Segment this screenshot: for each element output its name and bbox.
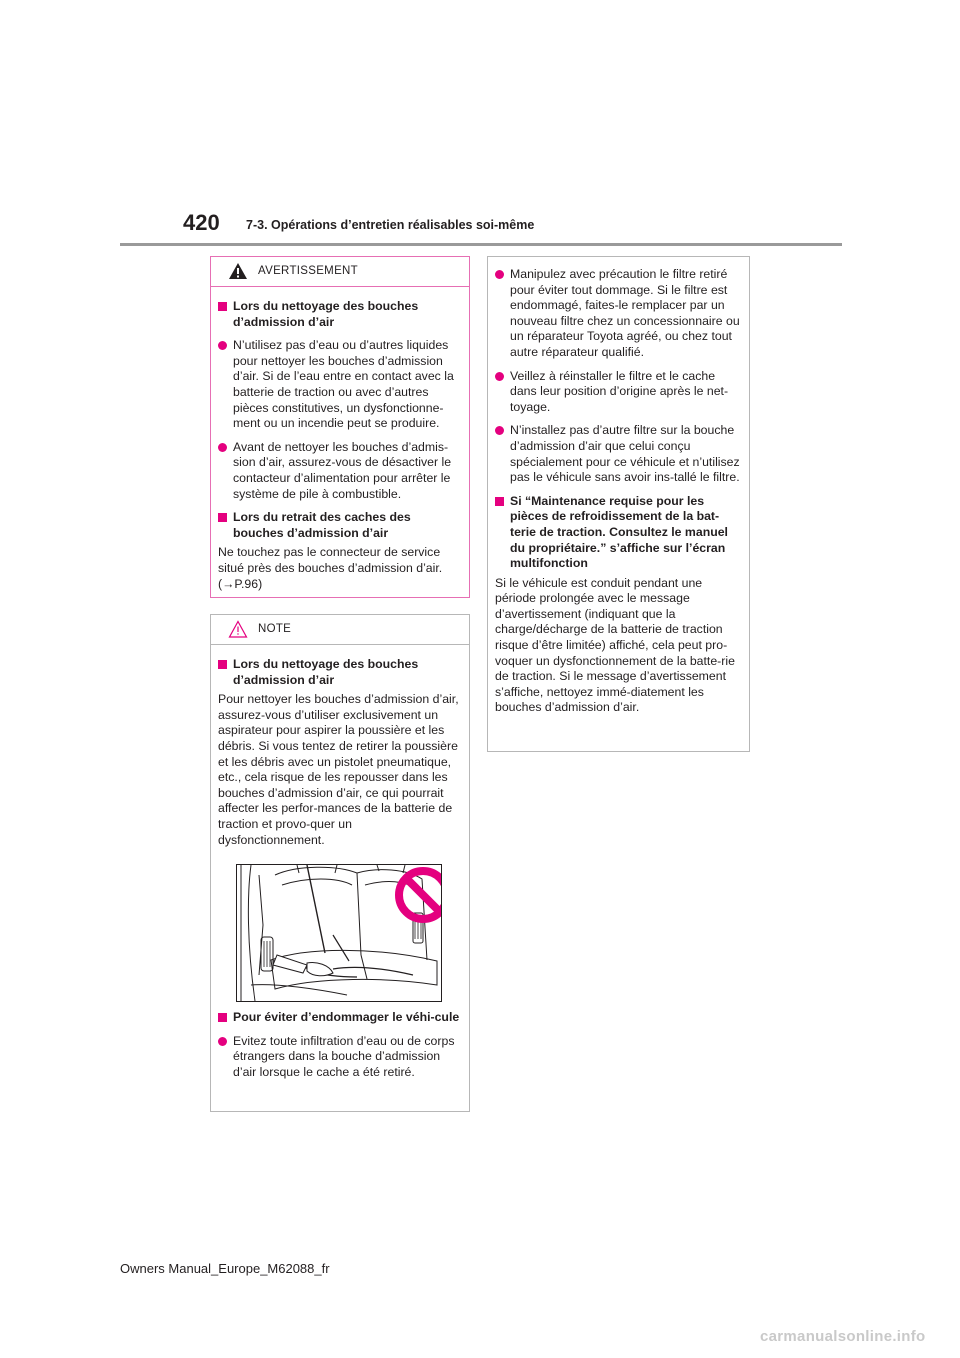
note-box: [210, 614, 470, 1112]
note-heading-cleaning: Lors du nettoyage des bouches d’admission d’air: [218, 657, 461, 688]
warning-bullet-no-liquid: N’utilisez pas d’eau ou d’autres liquides pour nettoyer les bouches d’admission d’air. Si de l’eau entre en contact avec la batterie de traction ou avec d’autres pièces constitutives, un dysfonctionne-ment ou un incendie peut se produire.: [218, 338, 461, 432]
rear-seat-illustration: [237, 865, 441, 1001]
right-bullet-reinstall: Veillez à réinstaller le filtre et le cache dans leur position d’origine après le net-toyage.: [495, 369, 741, 416]
warning-box: [210, 256, 470, 598]
right-bullet-no-other-filter: N’installez pas d’autre filtre sur la bouche d’admission d’air que celui conçu spécialement pour ce véhicule et n’utilisez pas le véhicule sans avoir ins-tallé le filtre.: [495, 423, 741, 485]
page-number: 420: [183, 210, 220, 235]
right-paragraph-maintenance: Si le véhicule est conduit pendant une période prolongée avec le message d’avertissement (indiquant que la charge/décharge de la batterie de traction risque d’être limitée) affiché, cela peut pro-voquer un dysfonctionnement de la batte-rie de traction. Si le message d’avertissement s’affiche, nettoyez immé-diatement les bouches d’admission d’air.: [495, 575, 735, 715]
continued-box: [487, 256, 750, 752]
warning-bullet-power-off: Avant de nettoyer les bouches d’admis-sion d’air, assurez-vous de désactiver le contacteur d’alimentation pour arrêter le système de pile à combustible.: [218, 440, 461, 502]
note-paragraph-vacuum: Pour nettoyer les bouches d’admission d’air, assurez-vous d’utiliser exclusivement un aspirateur pour aspirer la poussière et les débris. Si vous tentez de retirer la poussière et les débris avec un pistolet pneumatique, etc., cela risque de les repousser dans les bouches d’admission d’air, ce qui pourrait affecter les perfor-mances de la batterie de traction et provo-quer un dysfonctionnement.: [218, 692, 459, 847]
warning-box-header: [211, 257, 469, 287]
caution-triangle-outline-icon: [228, 620, 248, 638]
vacuum-cleaning-illustration: [236, 864, 442, 1002]
watermark: carmanualsonline.info: [760, 1328, 926, 1345]
note-bullet-water: Evitez toute infiltration d’eau ou de corps étrangers dans la bouche d’admission d’air lorsque le cache a été retiré.: [218, 1034, 461, 1081]
header-rule: [120, 243, 842, 246]
right-bullet-filter-care: Manipulez avec précaution le filtre retiré pour éviter tout dommage. Si le filtre est endommagé, faites-le remplacer par un nouveau filtre chez un concessionnaire ou un réparateur Toyota agréé, ou chez tout autre réparateur qualifié.: [495, 267, 741, 361]
warning-heading-removal: Lors du retrait des caches des bouches d’admission d’air: [218, 510, 461, 541]
section-title: 7-3. Opérations d’entretien réalisables soi-même: [246, 218, 535, 232]
warning-paragraph-connector: Ne touchez pas le connecteur de service situé près des bouches d’admission d’air. (→P.96): [218, 545, 443, 591]
note-box-header: [211, 615, 469, 645]
warning-title: AVERTISSEMENT: [258, 265, 358, 277]
right-heading-maintenance-message: Si “Maintenance requise pour les pièces de refroidissement de la bat-terie de traction. Consultez le manuel du propriétaire.” s’affiche sur l’écran multifonction: [495, 494, 741, 572]
note-title: NOTE: [258, 623, 292, 635]
footer-manual-id: Owners Manual_Europe_M62088_fr: [120, 1261, 330, 1276]
warning-triangle-icon: [228, 262, 248, 280]
warning-heading-cleaning: Lors du nettoyage des bouches d’admission d’air: [218, 299, 461, 330]
note-heading-damage: Pour éviter d’endommager le véhi-cule: [218, 1010, 461, 1026]
